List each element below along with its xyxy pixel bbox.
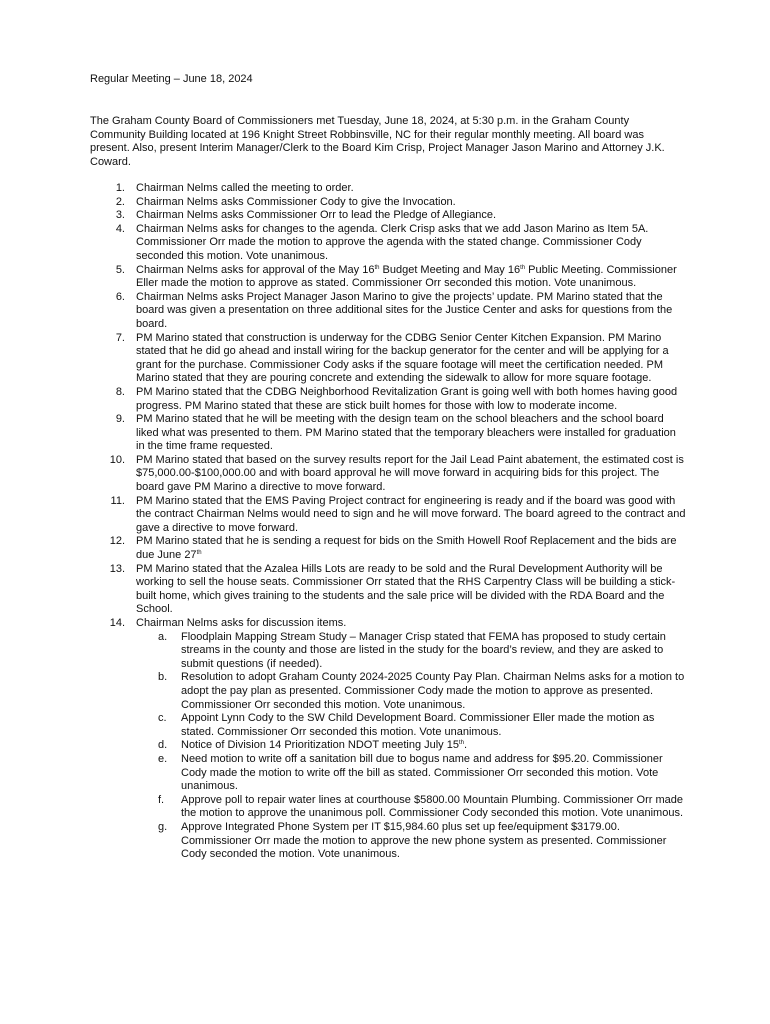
discussion-sublist bbox=[136, 631, 686, 862]
item-text: PM Marino stated that he will be meeting with the design team on the school bleachers and the school board liked what was presented to them. PM Marino stated that the temporary bleachers were installed for graduation in the time frame requested. bbox=[136, 413, 676, 453]
agenda-item-9 bbox=[90, 413, 686, 454]
item-text: Chairman Nelms asks for changes to the agenda. Clerk Crisp asks that we add Jason Marino as Item 5A. Commissioner Orr made the motion to approve the agenda with the stated change. Commissioner Cody seconded this motion. Vote unanimous. bbox=[136, 222, 649, 262]
item-text: Chairman Nelms asks Commissioner Orr to lead the Pledge of Allegiance. bbox=[136, 209, 497, 222]
item-number: 10. bbox=[109, 453, 125, 466]
ordinal-suffix: th bbox=[458, 740, 464, 747]
discussion-item-b bbox=[136, 671, 686, 712]
agenda-item-1 bbox=[90, 182, 686, 196]
item-text: Approve Integrated Phone System per IT $15,984.60 plus set up fee/equipment $3179.00. Commissioner Orr made the motion to approve the new phone system as presented. Commissioner Cody seconded the motion. Vote unanimous. bbox=[181, 820, 667, 861]
item-text: Chairman Nelms asks for discussion items. bbox=[136, 617, 347, 629]
item-letter: c. bbox=[158, 712, 167, 725]
item-number: 6. bbox=[115, 290, 125, 303]
item-letter: e. bbox=[158, 752, 168, 765]
agenda-item-8 bbox=[90, 386, 686, 413]
agenda-list bbox=[90, 182, 686, 862]
item-number: 8. bbox=[115, 385, 125, 398]
intro-paragraph: The Graham County Board of Commissioners met Tuesday, June 18, 2024, at 5:30 p.m. in the Graham County Community Building located at 196 Knight Street Robbinsville, NC for their regular monthly meeting. All board was present. Also, present Interim Manager/Clerk to the Board Kim Crisp, Project Manager Jason Marino and Attorney J.K. Coward. bbox=[90, 115, 665, 168]
agenda-item-12 bbox=[90, 535, 686, 562]
item-text: Chairman Nelms asks Commissioner Cody to give the Invocation. bbox=[136, 195, 456, 208]
discussion-item-g bbox=[136, 821, 686, 862]
item-number: 12. bbox=[109, 535, 125, 548]
agenda-item-2 bbox=[90, 196, 686, 210]
agenda-item-4 bbox=[90, 223, 686, 264]
item-text-part: Budget Meeting and May 16 bbox=[379, 263, 521, 276]
item-number: 5. bbox=[115, 263, 125, 276]
discussion-item-f bbox=[136, 794, 686, 821]
item-number: 9. bbox=[115, 413, 125, 426]
item-text-part: Chairman Nelms asks for approval of the May 16 bbox=[136, 263, 375, 276]
agenda-item-13 bbox=[90, 563, 686, 617]
discussion-item-d bbox=[136, 739, 686, 753]
agenda-item-10 bbox=[90, 454, 686, 495]
item-text: Chairman Nelms called the meeting to order. bbox=[136, 182, 354, 194]
item-number: 7. bbox=[115, 331, 125, 344]
item-number: 14. bbox=[109, 617, 125, 629]
item-letter: d. bbox=[158, 739, 168, 752]
agenda-item-6 bbox=[90, 291, 686, 332]
item-letter: a. bbox=[158, 630, 168, 643]
item-text: Chairman Nelms asks Project Manager Jason Marino to give the projects’ update. PM Marino stated that the board was given a presentation on three additional sites for the Justice Center and asks for questions from the board. bbox=[136, 290, 673, 330]
discussion-item-c bbox=[136, 712, 686, 739]
item-letter: g. bbox=[158, 820, 168, 833]
item-text: Need motion to write off a sanitation bill due to bogus name and address for $95.20. Commissioner Cody made the motion to write off the bill as stated. Commissioner Orr seconded this motion. Vote unanimous. bbox=[181, 752, 663, 793]
item-text-part: PM Marino stated that he is sending a request for bids on the Smith Howell Roof Replacement and the bids are due June 27 bbox=[136, 535, 677, 562]
agenda-item-7 bbox=[90, 332, 686, 386]
ordinal-suffix: th bbox=[520, 264, 526, 271]
item-letter: b. bbox=[158, 671, 168, 684]
item-text: Approve poll to repair water lines at courthouse $5800.00 Mountain Plumbing. Commissioner Orr made the motion to approve the unanimous poll. Commissioner Cody seconded this motion. Vote unanimous. bbox=[181, 793, 684, 820]
item-text: PM Marino stated that the CDBG Neighborhood Revitalization Grant is going well with both homes having good progress. PM Marino stated that these are stick built homes for those with low to moderate income. bbox=[136, 385, 678, 412]
ordinal-suffix: th bbox=[374, 264, 380, 271]
item-text-part: Public Meeting. Commissioner Eller made the motion to approve as stated. Commissioner Orr seconded this motion. Vote unanimous. bbox=[136, 263, 677, 290]
item-number: 13. bbox=[109, 562, 125, 575]
item-text-part: . bbox=[463, 739, 468, 752]
ordinal-suffix: th bbox=[196, 550, 202, 557]
agenda-item-11 bbox=[90, 495, 686, 536]
item-text: Resolution to adopt Graham County 2024-2025 County Pay Plan. Chairman Nelms asks for a motion to adopt the pay plan as presented. Commissioner Cody made the motion to approve as presented. Commissioner Orr seconded this motion. Vote unanimous. bbox=[181, 671, 685, 711]
item-number: 1. bbox=[115, 182, 125, 194]
discussion-item-e bbox=[136, 753, 686, 794]
discussion-item-a bbox=[136, 631, 686, 672]
item-text: PM Marino stated that the EMS Paving Project contract for engineering is ready and if the board was good with the contract Chairman Nelms would need to sign and he will move forward. The board agreed to the contract and gave a directive to move forward. bbox=[136, 494, 686, 534]
item-text: Appoint Lynn Cody to the SW Child Development Board. Commissioner Eller made the motion as stated. Commissioner Orr seconded this motion. Vote unanimous. bbox=[181, 712, 655, 738]
item-number: 4. bbox=[115, 222, 125, 235]
item-text-part: Notice of Division 14 Prioritization NDOT meeting July 15 bbox=[181, 739, 459, 752]
item-text: Floodplain Mapping Stream Study – Manager Crisp stated that FEMA has proposed to study certain streams in the county and those are listed in the study for the board’s review, and they are asked to submit questions (if needed). bbox=[181, 630, 666, 670]
item-text: PM Marino stated that construction is underway for the CDBG Senior Center Kitchen Expansion. PM Marino stated that he did go ahead and install wiring for the backup generator for the center and will be applying for a grant for the purchase. Commissioner Cody asks if the square footage will meet the certification needed. PM Marino stated that they are pouring concrete and extending the sidewalk to allow for more square footage. bbox=[136, 331, 669, 385]
item-letter: f. bbox=[158, 793, 165, 806]
meeting-heading: Regular Meeting – June 18, 2024 bbox=[90, 73, 253, 85]
item-number: 11. bbox=[110, 494, 125, 507]
item-number: 3. bbox=[115, 209, 125, 222]
item-text: PM Marino stated that based on the survey results report for the Jail Lead Paint abatement, the estimated cost is $75,000.00-$100,000.00 and with board approval he will move forward in acquiring bids for this project. The board gave PM Marino a directive to move forward. bbox=[136, 453, 684, 494]
item-text: PM Marino stated that the Azalea Hills Lots are ready to be sold and the Rural Development Authority will be working to sell the house seats. Commissioner Orr stated that the RHS Carpentry Class will be building a stick-built home, which gives training to the students and the sale price will be divided with the RDA Board and the School. bbox=[136, 562, 676, 616]
agenda-item-3 bbox=[90, 209, 686, 223]
item-number: 2. bbox=[115, 195, 125, 208]
agenda-item-14 bbox=[90, 617, 686, 862]
agenda-item-5 bbox=[90, 264, 686, 291]
